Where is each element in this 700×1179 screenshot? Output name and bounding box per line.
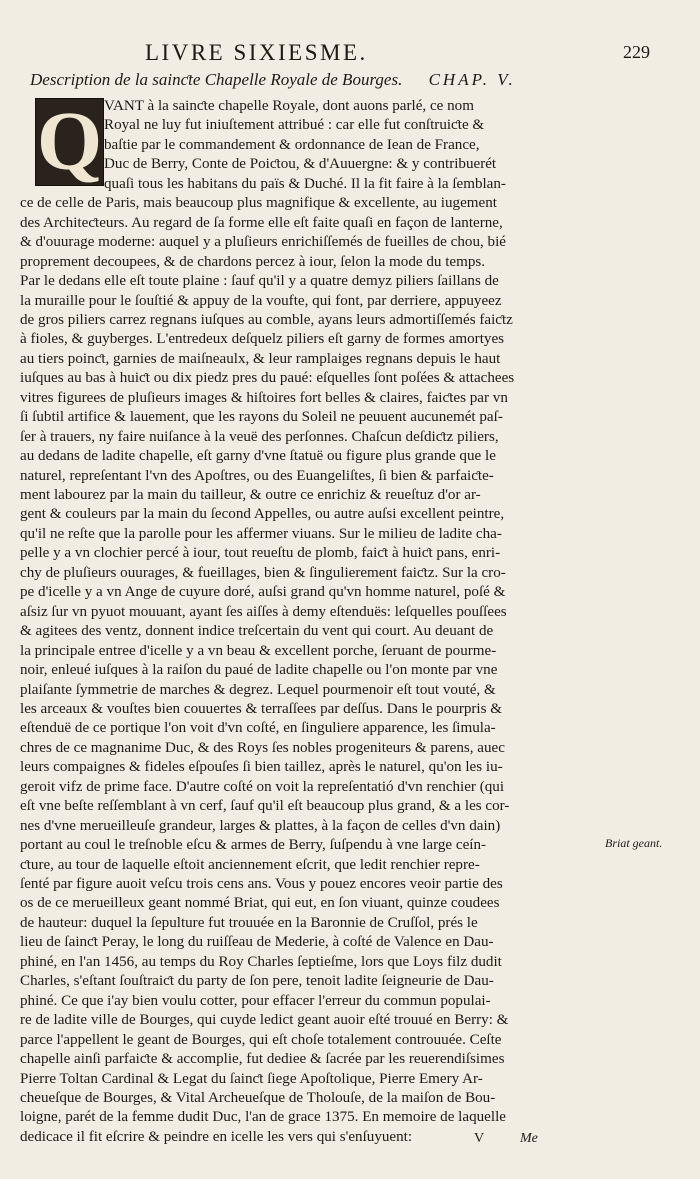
- text-line: eſtenduë de ce portique l'on voit d'vn coſté, en ſinguliere apparence, les ſimula-: [20, 720, 496, 737]
- text-line: lieu de ſainƈt Peray, le long du ruiſſeau de Mederie, à coſté de Valence en Dau-: [20, 934, 494, 951]
- text-line: pe d'icelle y a vn Ange de cuyure doré, auſsi grand qu'vn homme naturel, poſé &: [20, 584, 506, 601]
- text-line: plaiſante ſymmetrie de marches & degrez. Lequel pourmenoir eſt tout vouté, &: [20, 681, 496, 698]
- catchword: Me: [520, 1131, 538, 1146]
- text-line: les arceaux & vouſtes bien couuertes & terraſſees par deſſus. Dans le pourpris &: [20, 700, 503, 717]
- text-line: Par le dedans elle eſt toute plaine : ſauf qu'il y a quatre demyz piliers ſaillans de: [20, 273, 499, 290]
- text-line: de gros piliers carrez regnans iuſques au comble, ayans leurs admortiſſemés faiƈtz: [20, 311, 513, 328]
- text-line: ſi ſubtil artifice & lauement, que les rayons du Soleil ne peuuent aucunemét paſ-: [20, 409, 503, 426]
- text-line: Royal ne luy fut iniuſtement attribué : car elle fut conſtruiƈte &: [104, 117, 485, 134]
- text-line: ſenté par figure auoit veſcu trois cens ans. Vous y pouez encores veoir partie des: [20, 876, 503, 892]
- text-line: gent & couleurs par la main du ſecond Appelles, ou autre auſsi excellent peintre,: [20, 506, 505, 523]
- text-line: parce l'appellent le geant de Bourges, qui eſt choſe totalement controuuée. Ceſte: [20, 1031, 502, 1048]
- text-line: ſer à trauers, ny faire nuiſance à la veuë des perſonnes. Chaſcun deſdiƈtz piliers,: [20, 428, 499, 445]
- text-line: re de ladite ville de Bourges, qui cuyde ledict geant auoir eſté trouué en Berry: &: [20, 1012, 509, 1029]
- text-line: phiné. Ce que i'ay bien voulu cotter, pour effacer l'erreur du commun populai-: [20, 992, 491, 1009]
- text-line: geroit vifz de prime face. D'autre coſté on voit la repreſentatió d'vn renchier (qui: [20, 778, 505, 795]
- text-line: naturel, repreſentant l'vn des Apoſtres, ou des Euangeliſtes, ſi bien & parfaiƈte-: [20, 467, 494, 484]
- text-line: & d'ouurage moderne: auquel y a pluſieurs enrichiſſemés de fueilles de chou, bié: [20, 234, 506, 251]
- text-line: ment labourez par la main du tailleur, & outre ce enrichiz & reueſtuz d'or ar-: [20, 487, 481, 503]
- text-line: baſtie par le commandement & ordonnance de Iean de France,: [104, 136, 480, 153]
- text-line: ce de celle de Paris, mais beaucoup plus magnifique & excellente, au iugement: [20, 195, 497, 212]
- text-line: à fioles, & guyberges. L'entredeux deſquelz piliers eſt garny de formes amortyes: [20, 331, 505, 348]
- text-line: au dedans de ladite chapelle, eſt garny d'vne ſtatuë ou figure plus grande que le: [20, 448, 496, 465]
- text-line: proprement decoupees, & de chardons percez à iour, ſelon la mode du temps.: [20, 253, 486, 270]
- text-line: leurs compaignes & fideles eſpouſes ſi bien taillez, après le naturel, qu'on les iu-: [20, 759, 503, 776]
- running-head: LIVRE SIXIESME.: [145, 40, 368, 65]
- text-line: au tiers poinƈt, garnies de maiſneaulx, & leur ramplaiges regnans depuis le haut: [20, 350, 501, 367]
- text-line: chres de ce magnanime Duc, & des Roys ſes nobles progeniteurs & parens, auec: [20, 739, 505, 756]
- decorated-initial: [35, 95, 104, 188]
- text-line: de hauteur: duquel la ſepulture fut trouuée en la Baronnie de Cruſſol, prés le: [20, 914, 478, 931]
- chapter-title: [30, 70, 670, 90]
- text-line: VANT à la sainƈte chapelle Royale, dont auons parlé, ce nom: [104, 98, 474, 114]
- text-line: loigne, parét de la femme dudit Duc, l'an de grace 1375. En memoire de laquelle: [20, 1109, 506, 1126]
- page-number: 229: [623, 42, 650, 62]
- text-line: cheueſque de Bourges, & Vital Archeueſque de Tholouſe, de la maiſon de Bou-: [20, 1089, 496, 1106]
- text-line: dedicace il fit eſcrire & peindre en icelle les vers qui s'enſuyuent:: [20, 1128, 413, 1145]
- chapter-title-text: Description de la sainƈte Chapelle Royale de Bourges.: [30, 70, 403, 89]
- decorated-initial-letter: Q: [36, 95, 103, 188]
- text-line: & agitees des ventz, donnent indice treſcertain du vent qui court. Au deuant de: [20, 623, 494, 640]
- text-line: chy de pluſieurs ouurages, & fueillages, bien & ſingulierement faiƈtz. Sur la cro-: [20, 564, 506, 581]
- text-line: la muraille pour le ſouſtié & appuy de la voufte, qui font, par derriere, appuyeez: [20, 292, 502, 309]
- text-line: pelle y a vn clochier percé à iour, tout reueſtu de plomb, faiƈt à huiƈt pans, enri-: [20, 545, 501, 562]
- text-line: Pierre Toltan Cardinal & Legat du ſainƈt ſiege Apoſtolique, Pierre Emery Ar-: [20, 1070, 483, 1087]
- text-line: eſt vne beſte reſſemblant à vn cerf, ſauf qu'il eſt beaucoup plus grand, & a les cor-: [20, 798, 510, 815]
- text-line: quaſi tous les habitans du païs & Duché. Il la fit faire à la ſemblan-: [104, 175, 506, 192]
- text-line: aſsiz ſur vn pyuot mouuant, ayant ſes aiſſes à demy eſtenduës: leſquelles pouſſees: [20, 603, 507, 620]
- text-line: chapelle ainſi parfaiƈte & accomplie, fut dediee & ſacrée par les reuerendiſsimes: [20, 1051, 505, 1068]
- text-line: os de ce merueilleux geant nommé Briat, qui eut, en ſon viuant, quinze coudees: [20, 895, 500, 912]
- signature-mark: V: [474, 1131, 485, 1146]
- text-line: nes d'vne merueilleuſe grandeur, larges & plattes, à la façon de celles d'vn dain): [20, 817, 501, 834]
- text-line: des Architeƈteurs. Au regard de ſa forme elle eſt faite quaſi en façon de lanterne,: [20, 214, 503, 231]
- text-line: portant au coul le treſnoble eſcu & armes de Berry, ſuſpendu à vne large ceín-: [20, 837, 487, 854]
- chapter-label: CHAP. V.: [428, 70, 516, 89]
- text-line: noir, enleué iuſques à la raiſon du paué de ladite chapelle ou l'on monte par vne: [20, 662, 498, 679]
- text-line: iuſques au bas à huiƈt ou dix piedz pres du paué: eſquelles ſont poſées & attachees: [20, 370, 515, 387]
- text-line: ƈture, au tour de laquelle eſtoit anciennement eſcrit, que ledit renchier repre-: [20, 856, 480, 873]
- text-line: vitres figurees de pluſieurs images & hiſtoires fort belles & claires, faiƈtes par vn: [20, 389, 508, 406]
- text-line: Charles, s'eſtant ſouſtraiƈt du party de ſon pere, tenoit ladite ſeigneurie de Dau-: [20, 973, 494, 990]
- marginal-note: Briat geant.: [605, 836, 663, 850]
- text-line: qu'il ne reſte que la parolle pour les affermer viuans. Sur le milieu de ladite cha-: [20, 525, 502, 542]
- text-line: la principale entree d'icelle y a vn beau & excellent porche, ſeruant de pourme-: [20, 642, 497, 659]
- text-line: Duc de Berry, Conte de Poiƈtou, & d'Auuergne: & y contribuerét: [104, 156, 497, 173]
- text-line: phiné, en l'an 1456, au temps du Roy Charles ſeptieſme, lors que Loys filz dudit: [20, 953, 502, 970]
